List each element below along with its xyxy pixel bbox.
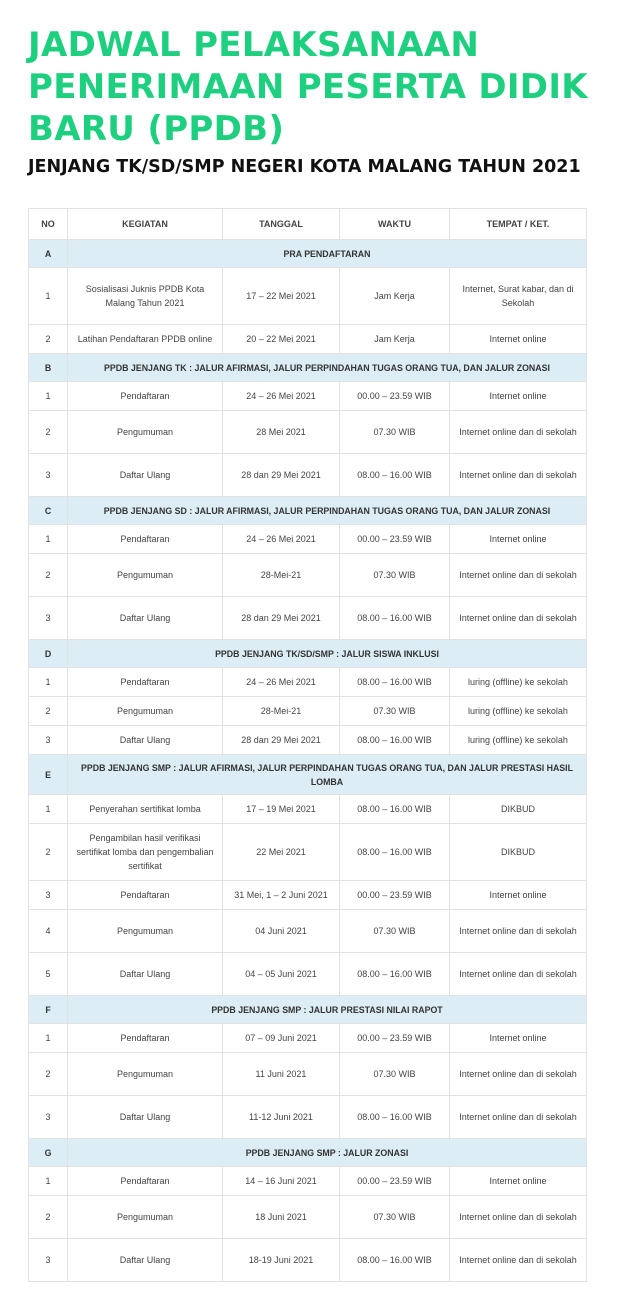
row-tanggal: 18-19 Juni 2021: [223, 1239, 340, 1282]
row-no: 3: [29, 726, 68, 755]
row-tempat: Internet online dan di sekolah: [450, 1053, 587, 1096]
section-title: PPDB JENJANG SMP : JALUR PRESTASI NILAI RAPOT: [68, 996, 587, 1024]
row-waktu: 07.30 WIB: [340, 554, 450, 597]
section-row: [29, 1139, 587, 1167]
row-tempat: DIKBUD: [450, 824, 587, 881]
row-no: 3: [29, 1239, 68, 1282]
row-waktu: 08.00 – 16.00 WIB: [340, 668, 450, 697]
row-waktu: 08.00 – 16.00 WIB: [340, 795, 450, 824]
row-no: 4: [29, 910, 68, 953]
row-tempat: Internet online dan di sekolah: [450, 1196, 587, 1239]
row-no: 3: [29, 597, 68, 640]
section-code: B: [29, 354, 68, 382]
row-waktu: 07.30 WIB: [340, 697, 450, 726]
row-tempat: Internet online: [450, 1167, 587, 1196]
row-no: 2: [29, 554, 68, 597]
row-tempat: Internet online: [450, 1024, 587, 1053]
row-tanggal: 28 dan 29 Mei 2021: [223, 454, 340, 497]
row-tempat: Internet online dan di sekolah: [450, 597, 587, 640]
row-kegiatan: Pendaftaran: [68, 881, 223, 910]
row-tempat: Internet online dan di sekolah: [450, 454, 587, 497]
row-tanggal: 14 – 16 Juni 2021: [223, 1167, 340, 1196]
row-tanggal: 28 dan 29 Mei 2021: [223, 726, 340, 755]
table-row: [29, 910, 587, 953]
table-row: [29, 697, 587, 726]
section-title: PPDB JENJANG SD : JALUR AFIRMASI, JALUR PERPINDAHAN TUGAS ORANG TUA, DAN JALUR ZONASI: [68, 497, 587, 525]
table-row: [29, 1167, 587, 1196]
row-no: 1: [29, 268, 68, 325]
row-waktu: 00.00 – 23.59 WIB: [340, 382, 450, 411]
row-kegiatan: Pengumuman: [68, 554, 223, 597]
row-no: 2: [29, 1196, 68, 1239]
row-waktu: 08.00 – 16.00 WIB: [340, 726, 450, 755]
row-kegiatan: Pengumuman: [68, 910, 223, 953]
row-no: 2: [29, 824, 68, 881]
header-waktu: WAKTU: [340, 209, 450, 240]
row-tempat: Internet, Surat kabar, dan di Sekolah: [450, 268, 587, 325]
row-tempat: luring (offline) ke sekolah: [450, 668, 587, 697]
section-code: A: [29, 240, 68, 268]
table-row: [29, 881, 587, 910]
row-no: 1: [29, 1024, 68, 1053]
table-header-row: [29, 209, 587, 240]
row-waktu: 08.00 – 16.00 WIB: [340, 597, 450, 640]
table-row: [29, 1024, 587, 1053]
row-kegiatan: Daftar Ulang: [68, 1239, 223, 1282]
row-no: 3: [29, 881, 68, 910]
table-row: [29, 1096, 587, 1139]
row-tanggal: 17 – 19 Mei 2021: [223, 795, 340, 824]
row-no: 2: [29, 697, 68, 726]
row-tanggal: 24 – 26 Mei 2021: [223, 525, 340, 554]
row-waktu: 08.00 – 16.00 WIB: [340, 454, 450, 497]
section-title: PPDB JENJANG TK/SD/SMP : JALUR SISWA INKLUSI: [68, 640, 587, 668]
table-row: [29, 726, 587, 755]
table-row: [29, 1053, 587, 1096]
row-tanggal: 28 dan 29 Mei 2021: [223, 597, 340, 640]
row-waktu: 07.30 WIB: [340, 1196, 450, 1239]
row-tempat: DIKBUD: [450, 795, 587, 824]
row-no: 3: [29, 1096, 68, 1139]
row-kegiatan: Penyerahan sertifikat lomba: [68, 795, 223, 824]
section-code: C: [29, 497, 68, 525]
row-kegiatan: Pendaftaran: [68, 382, 223, 411]
section-row: [29, 996, 587, 1024]
row-kegiatan: Sosialisasi Juknis PPDB Kota Malang Tahun 2021: [68, 268, 223, 325]
row-no: 1: [29, 382, 68, 411]
row-waktu: 08.00 – 16.00 WIB: [340, 1096, 450, 1139]
row-tempat: Internet online: [450, 881, 587, 910]
row-no: 1: [29, 525, 68, 554]
row-tempat: Internet online dan di sekolah: [450, 1096, 587, 1139]
section-code: F: [29, 996, 68, 1024]
table-row: [29, 1239, 587, 1282]
row-kegiatan: Daftar Ulang: [68, 597, 223, 640]
table-row: [29, 411, 587, 454]
row-kegiatan: Pendaftaran: [68, 668, 223, 697]
row-no: 2: [29, 411, 68, 454]
row-no: 1: [29, 795, 68, 824]
page-title: JADWAL PELAKSANAAN PENERIMAAN PESERTA DIDIK BARU (PPDB): [28, 25, 588, 149]
row-tanggal: 22 Mei 2021: [223, 824, 340, 881]
table-row: [29, 597, 587, 640]
table-row: [29, 824, 587, 881]
row-tanggal: 28-Mei-21: [223, 697, 340, 726]
section-code: D: [29, 640, 68, 668]
row-kegiatan: Daftar Ulang: [68, 454, 223, 497]
row-waktu: 00.00 – 23.59 WIB: [340, 881, 450, 910]
row-no: 1: [29, 668, 68, 697]
row-tanggal: 07 – 09 Juni 2021: [223, 1024, 340, 1053]
section-code: E: [29, 755, 68, 795]
row-tempat: Internet online: [450, 382, 587, 411]
row-waktu: 07.30 WIB: [340, 910, 450, 953]
page-subtitle: JENJANG TK/SD/SMP NEGERI KOTA MALANG TAHUN 2021: [28, 157, 581, 177]
row-tanggal: 11-12 Juni 2021: [223, 1096, 340, 1139]
section-title: PRA PENDAFTARAN: [68, 240, 587, 268]
row-tempat: luring (offline) ke sekolah: [450, 726, 587, 755]
row-waktu: 00.00 – 23.59 WIB: [340, 525, 450, 554]
row-kegiatan: Pendaftaran: [68, 1167, 223, 1196]
section-row: [29, 640, 587, 668]
row-tanggal: 18 Juni 2021: [223, 1196, 340, 1239]
row-tanggal: 17 – 22 Mei 2021: [223, 268, 340, 325]
row-kegiatan: Daftar Ulang: [68, 953, 223, 996]
table-row: [29, 668, 587, 697]
row-waktu: 07.30 WIB: [340, 1053, 450, 1096]
row-tanggal: 24 – 26 Mei 2021: [223, 668, 340, 697]
row-tanggal: 28-Mei-21: [223, 554, 340, 597]
row-tanggal: 11 Juni 2021: [223, 1053, 340, 1096]
row-kegiatan: Pendaftaran: [68, 1024, 223, 1053]
row-kegiatan: Pengumuman: [68, 1196, 223, 1239]
row-kegiatan: Pendaftaran: [68, 525, 223, 554]
row-kegiatan: Pengumuman: [68, 411, 223, 454]
row-waktu: 08.00 – 16.00 WIB: [340, 953, 450, 996]
table-row: [29, 325, 587, 354]
schedule-body: [29, 240, 587, 1282]
header-kegiatan: KEGIATAN: [68, 209, 223, 240]
table-row: [29, 795, 587, 824]
section-code: G: [29, 1139, 68, 1167]
row-no: 3: [29, 454, 68, 497]
header-no: NO: [29, 209, 68, 240]
row-tanggal: 28 Mei 2021: [223, 411, 340, 454]
table-row: [29, 454, 587, 497]
table-row: [29, 1196, 587, 1239]
section-title: PPDB JENJANG SMP : JALUR AFIRMASI, JALUR PERPINDAHAN TUGAS ORANG TUA, DAN JALUR PRESTASI HASIL LOMBA: [68, 755, 587, 795]
row-tanggal: 04 Juni 2021: [223, 910, 340, 953]
row-kegiatan: Pengumuman: [68, 1053, 223, 1096]
section-title: PPDB JENJANG TK : JALUR AFIRMASI, JALUR PERPINDAHAN TUGAS ORANG TUA, DAN JALUR ZONASI: [68, 354, 587, 382]
table-row: [29, 554, 587, 597]
table-row: [29, 525, 587, 554]
row-tempat: Internet online: [450, 325, 587, 354]
row-tempat: Internet online: [450, 525, 587, 554]
row-waktu: 00.00 – 23.59 WIB: [340, 1024, 450, 1053]
row-kegiatan: Pengambilan hasil verifikasi sertifikat lomba dan pengembalian sertifikat: [68, 824, 223, 881]
row-waktu: 08.00 – 16.00 WIB: [340, 824, 450, 881]
row-tempat: Internet online dan di sekolah: [450, 953, 587, 996]
row-kegiatan: Pengumuman: [68, 697, 223, 726]
schedule-table: [28, 208, 587, 1282]
row-waktu: Jam Kerja: [340, 268, 450, 325]
row-waktu: 07.30 WIB: [340, 411, 450, 454]
row-kegiatan: Daftar Ulang: [68, 726, 223, 755]
section-row: [29, 354, 587, 382]
row-waktu: 00.00 – 23.59 WIB: [340, 1167, 450, 1196]
row-tempat: Internet online dan di sekolah: [450, 910, 587, 953]
table-row: [29, 382, 587, 411]
table-row: [29, 953, 587, 996]
row-tempat: luring (offline) ke sekolah: [450, 697, 587, 726]
row-no: 2: [29, 1053, 68, 1096]
row-tempat: Internet online dan di sekolah: [450, 411, 587, 454]
header-tempat: TEMPAT / KET.: [450, 209, 587, 240]
section-row: [29, 240, 587, 268]
row-tempat: Internet online dan di sekolah: [450, 554, 587, 597]
row-tanggal: 31 Mei, 1 – 2 Juni 2021: [223, 881, 340, 910]
row-waktu: Jam Kerja: [340, 325, 450, 354]
table-row: [29, 268, 587, 325]
row-tanggal: 20 – 22 Mei 2021: [223, 325, 340, 354]
row-no: 5: [29, 953, 68, 996]
row-tanggal: 24 – 26 Mei 2021: [223, 382, 340, 411]
section-row: [29, 497, 587, 525]
row-no: 2: [29, 325, 68, 354]
header-tanggal: TANGGAL: [223, 209, 340, 240]
section-title: PPDB JENJANG SMP : JALUR ZONASI: [68, 1139, 587, 1167]
row-tanggal: 04 – 05 Juni 2021: [223, 953, 340, 996]
row-waktu: 08.00 – 16.00 WIB: [340, 1239, 450, 1282]
row-tempat: Internet online dan di sekolah: [450, 1239, 587, 1282]
row-kegiatan: Daftar Ulang: [68, 1096, 223, 1139]
row-kegiatan: Latihan Pendaftaran PPDB online: [68, 325, 223, 354]
section-row: [29, 755, 587, 795]
row-no: 1: [29, 1167, 68, 1196]
